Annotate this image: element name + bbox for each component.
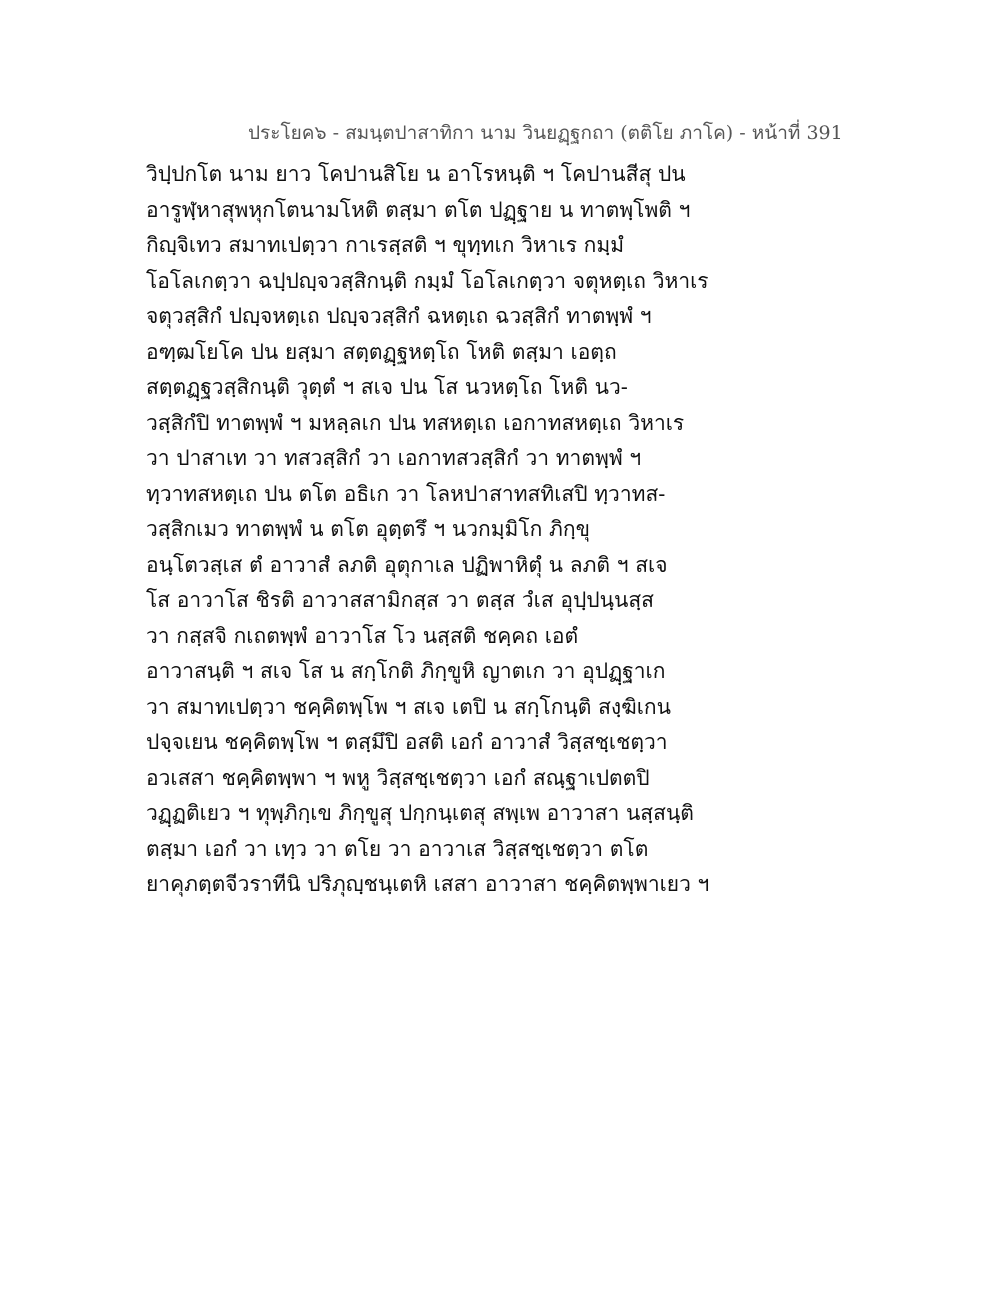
text-line: อนฺโตวสฺเส ตํ อาวาสํ ลภติ อุตุกาเล ปฏิพาหิตุํ น ลภติ ฯ สเจ bbox=[146, 552, 668, 577]
text-line: อาวาสนฺติ ฯ สเจ โส น สกฺโกติ ภิกฺขูหิ ญาตเก วา อุปฏฺฐาเก bbox=[146, 659, 666, 683]
text-line: อฑฺฒโยโค ปน ยสฺมา สตฺตฏฺฐหตฺโถ โหติ ตสฺมา เอตฺถ bbox=[146, 339, 617, 364]
text-line: โส อาวาโส ชิรติ อาวาสสามิกสฺส วา ตสฺส วํเส อุปฺปนฺนสฺส bbox=[146, 588, 654, 612]
page-header: ประโยค๖ - สมนฺตปาสาทิกา นาม วินยฏฺฐกถา (ตติโย ภาโค) - หน้าที่ 391 bbox=[248, 122, 843, 144]
text-line: วิปฺปกโต นาม ยาว โคปานสิโย น อาโรหนฺติ ฯ โคปานสีสุ ปน bbox=[146, 162, 686, 186]
text-line: วา ปาสาเท วา ทสวสฺสิกํ วา เอกาทสวสฺสิกํ วา ทาตพฺพํ ฯ bbox=[146, 446, 642, 470]
text-line: จตุวสฺสิกํ ปญฺจหตฺเถ ปญฺจวสฺสิกํ ฉหตฺเถ ฉวสฺสิกํ ทาตพฺพํ ฯ bbox=[146, 304, 652, 328]
text-line: วสฺสิกํปิ ทาตพฺพํ ฯ มหลฺลเก ปน ทสหตฺเถ เอกาทสหตฺเถ วิหาเร bbox=[146, 410, 685, 435]
text-line: วสฺสิกเมว ทาตพฺพํ น ตโต อุตฺตรึ ฯ นวกมฺมิโก ภิกฺขุ bbox=[146, 517, 590, 541]
text-line: อารูฬฺหาสุพหุกโตนามโหติ ตสฺมา ตโต ปฏฺฐาย น ทาตพฺโพติ ฯ bbox=[146, 197, 691, 222]
text-line: สตฺตฏฺฐวสฺสิกนฺติ วุตฺตํ ฯ สเจ ปน โส นวหตฺโถ โหติ นว- bbox=[146, 375, 628, 399]
text-line: วา สมาทเปตฺวา ชคฺคิตพฺโพ ฯ สเจ เตปิ น สกฺโกนฺติ สงฺฆิเกน bbox=[146, 694, 671, 719]
text-line: ปจฺจเยน ชคฺคิตพฺโพ ฯ ตสฺมึปิ อสติ เอกํ อาวาสํ วิสฺสชฺเชตฺวา bbox=[146, 730, 668, 754]
text-line: ตสฺมา เอกํ วา เทฺว วา ตโย วา อาวาเส วิสฺสชฺเชตฺวา ตโต bbox=[146, 836, 649, 861]
text-line: ทฺวาทสหตฺเถ ปน ตโต อธิเก วา โลหปาสาทสทิเสปิ ทฺวาทส- bbox=[146, 481, 666, 506]
text-line: ยาคุภตฺตจีวราทีนิ ปริภุญฺชนฺเตหิ เสสา อาวาสา ชคฺคิตพฺพาเยว ฯ bbox=[146, 872, 710, 896]
text-line: วา กสฺสจิ กเถตพฺพํ อาวาโส โว นสฺสติ ชคฺคถ เอตํ bbox=[146, 623, 579, 648]
body-text bbox=[146, 157, 846, 903]
text-line: วฏฺฏติเยว ฯ ทุพฺภิกฺเข ภิกฺขูสุ ปกฺกนฺเตสุ สพฺเพ อาวาสา นสฺสนฺติ bbox=[146, 801, 694, 825]
text-line: อวเสสา ชคฺคิตพฺพา ฯ พหู วิสฺสชฺเชตฺวา เอกํ สณฺฐาเปตตปิ bbox=[146, 765, 650, 790]
text-line: กิญฺจิเทว สมาทเปตฺวา กาเรสฺสติ ฯ ขุทฺทเก วิหาเร กมฺมํ bbox=[146, 233, 625, 257]
text-line: โอโลเกตฺวา ฉปฺปญฺจวสฺสิกนฺติ กมฺมํ โอโลเกตฺวา จตุหตฺเถ วิหาเร bbox=[146, 268, 709, 293]
